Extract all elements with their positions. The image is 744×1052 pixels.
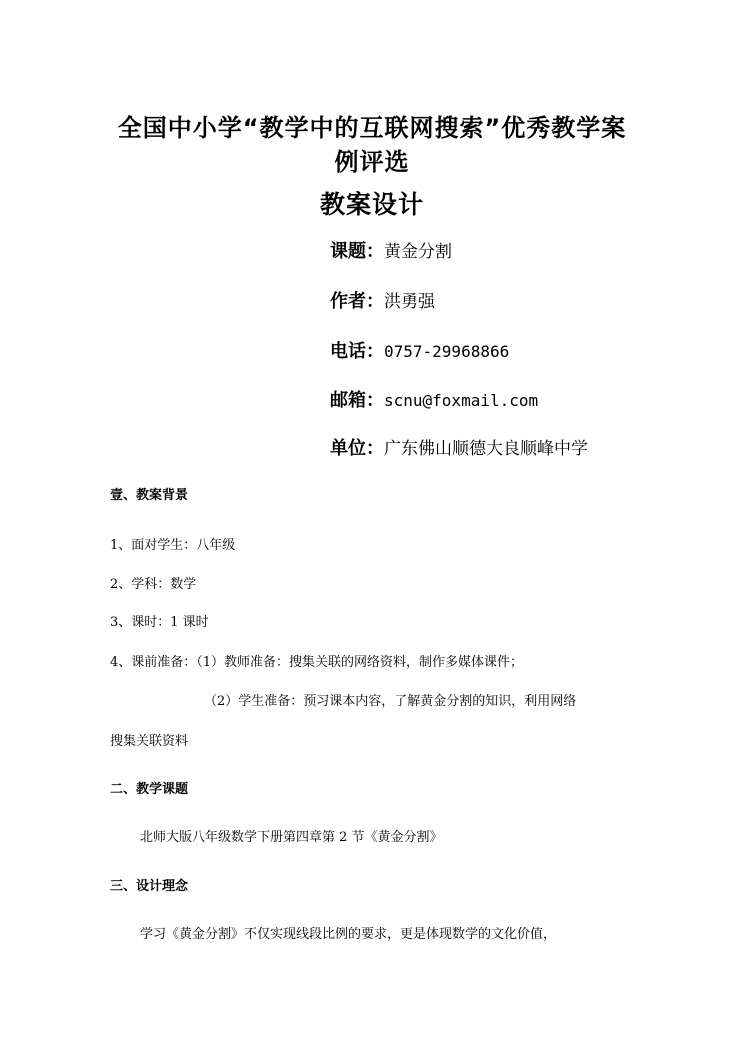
document-subtitle: 教案设计: [319, 190, 424, 219]
section3-heading: 三、设计理念: [110, 879, 189, 894]
meta-email-label: 邮箱：: [330, 390, 384, 411]
meta-unit-label: 单位：: [330, 438, 384, 459]
meta-author-value: 洪勇强: [384, 292, 435, 312]
section1-item-4-continued-2: 搜集关联资料: [110, 734, 189, 749]
meta-unit: [330, 437, 588, 461]
meta-author: [330, 290, 435, 314]
section1-item-1: 1、面对学生：八年级: [110, 538, 236, 553]
meta-phone: [330, 340, 509, 364]
meta-author-label: 作者：: [330, 291, 384, 312]
section1-item-2: 2、学科：数学: [110, 577, 197, 592]
section3-text: 学习《黄金分割》不仅实现线段比例的要求，更是体现数学的文化价值，: [140, 927, 557, 942]
meta-email: [330, 389, 538, 413]
meta-topic-label: 课题：: [330, 241, 384, 262]
meta-topic-value: 黄金分割: [384, 242, 452, 262]
meta-phone-value: 0757-29968866: [384, 342, 510, 361]
section1-item-4: 4、课前准备：（1）教师准备：搜集关联的网络资料，制作多媒体课件；: [110, 655, 524, 670]
meta-unit-value: 广东佛山顺德大良顺峰中学: [384, 439, 588, 459]
document-title-line2: 例评选: [334, 148, 410, 176]
meta-email-value: scnu@foxmail.com: [384, 391, 539, 410]
section2-text: 北师大版八年级数学下册第四章第 2 节《黄金分割》: [140, 830, 443, 845]
section2-heading: 二、教学课题: [110, 782, 189, 797]
section1-item-4-continued: （2）学生准备：预习课本内容，了解黄金分割的知识，利用网络: [204, 694, 577, 709]
document-title-line1: 全国中小学“教学中的互联网搜索”优秀教学案: [117, 114, 627, 142]
section1-item-3: 3、课时：1 课时: [110, 615, 209, 630]
meta-topic: [330, 240, 452, 264]
meta-phone-label: 电话：: [330, 341, 384, 362]
section1-heading: 壹、教案背景: [110, 488, 189, 503]
